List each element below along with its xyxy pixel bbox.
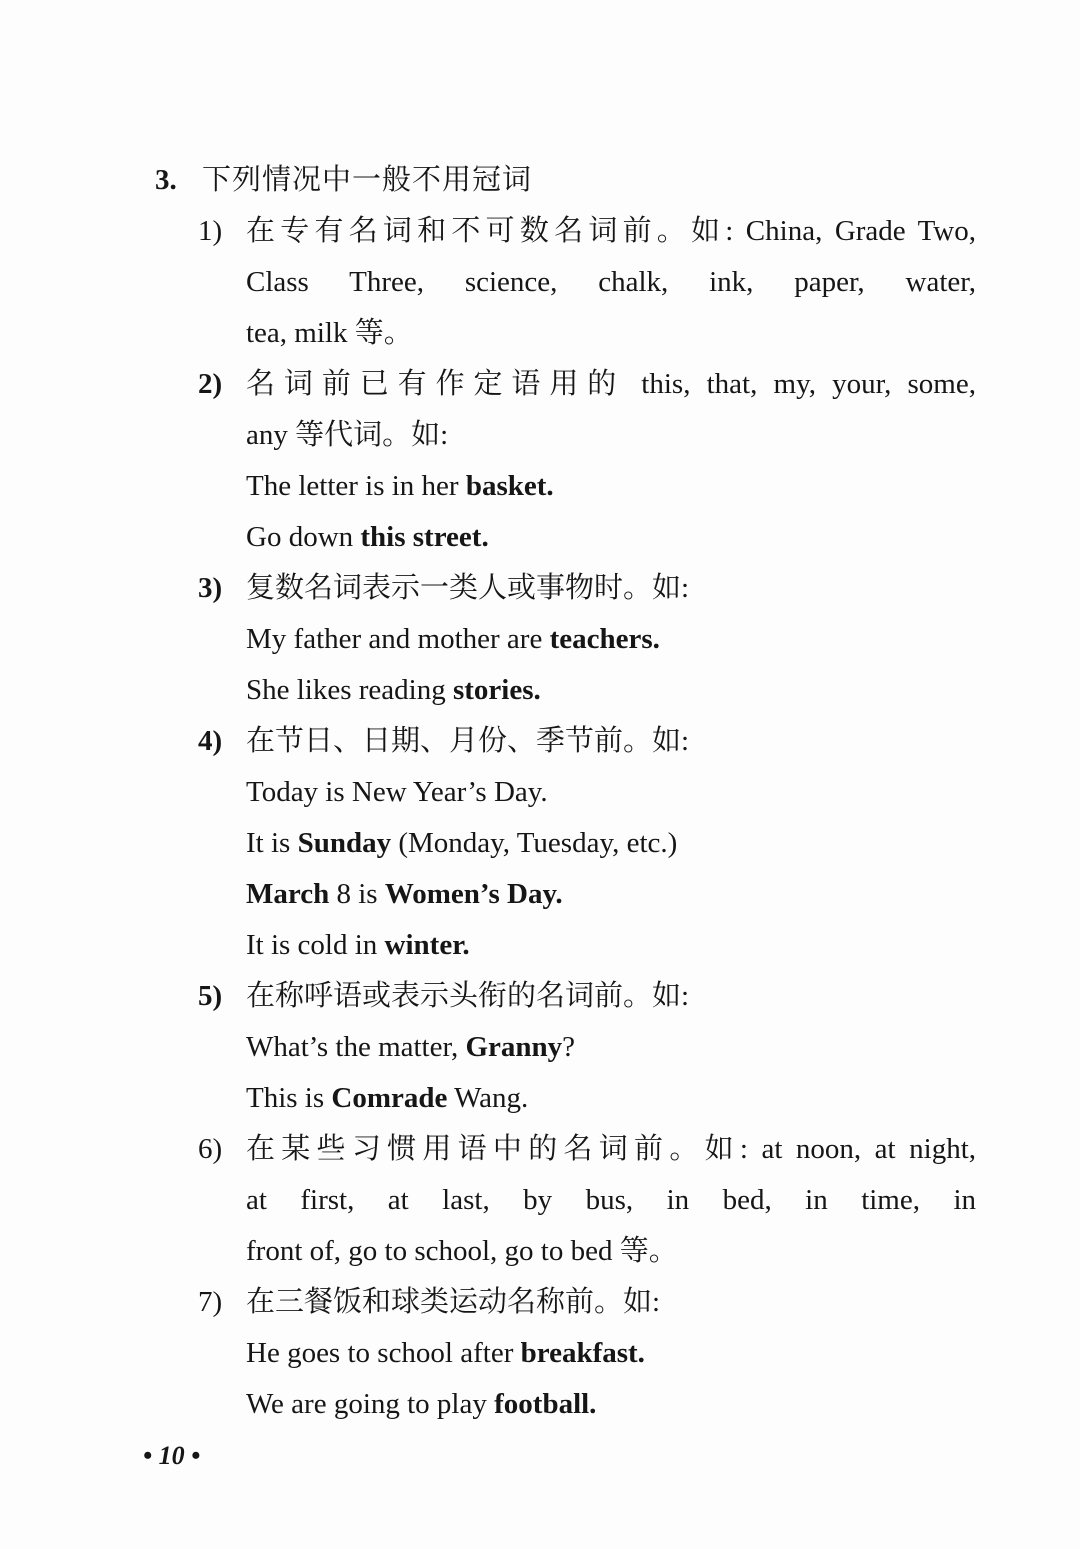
rule-text-line: any 等代词。如: [246,419,449,451]
example-text: This is [246,1082,332,1114]
example-text: What’s the matter, [246,1031,466,1063]
emphasized-word: Granny [465,1031,563,1063]
emphasized-word: teachers. [549,623,660,655]
item-number: 7) [198,1286,223,1318]
example-text: The letter is in her [246,470,466,502]
emphasized-word: Comrade [331,1082,448,1114]
rule-text-line: 名词前已有作定语用的 this, that, my, your, some, [246,368,976,400]
example-sentence [246,869,976,920]
example-text: We are going to play [246,1388,495,1420]
item-number: 3) [198,572,223,604]
rule-item-3 [155,563,985,716]
emphasized-word: stories. [452,674,541,706]
page-number: • 10 • [143,1441,201,1470]
example-text: My father and mother are [246,623,550,655]
rule-item-4 [155,716,985,971]
emphasized-word: breakfast. [520,1337,645,1369]
example-sentence [246,512,976,563]
emphasized-word: basket. [465,470,554,502]
item-number: 6) [198,1133,223,1165]
rule-item-2 [155,359,985,563]
example-text: Go down [246,521,361,553]
example-sentence [246,614,976,665]
rule-text-line: 在三餐饭和球类运动名称前。如: [246,1286,661,1318]
example-sentence [246,818,976,869]
emphasized-word: winter. [384,929,470,961]
rule-item-7 [155,1277,985,1430]
emphasized-word: football. [494,1388,597,1420]
rule-text-line: 复数名词表示一类人或事物时。如: [246,572,690,604]
emphasized-word: Sunday [297,827,392,859]
example-text: Today is New Year’s Day. [246,776,548,808]
example-sentence [246,1379,976,1430]
example-sentence [246,461,976,512]
example-text: She likes reading [246,674,453,706]
rule-text-line: 在节日、日期、月份、季节前。如: [246,725,690,757]
example-sentence [246,1328,976,1379]
example-text: ? [562,1031,576,1063]
example-text: 8 is [329,878,385,910]
emphasized-word: this street. [360,521,489,553]
section-number: 3. [155,164,177,196]
rule-text-line: 在某些习惯用语中的名词前。如: at noon, at night, [246,1133,976,1165]
rule-item-5 [155,971,985,1124]
rule-text-line: 在称呼语或表示头衔的名词前。如: [246,980,690,1012]
example-text: It is [246,827,298,859]
emphasized-word: March [246,878,330,910]
example-text: (Monday, Tuesday, etc.) [391,827,678,859]
section-heading [155,155,985,206]
item-number: 2) [198,368,223,400]
rule-text-line: front of, go to school, go to bed 等。 [246,1235,678,1267]
example-sentence [246,920,976,971]
example-sentence [246,1022,976,1073]
section-title: 下列情况中一般不用冠词 [202,164,533,196]
rule-item-1 [155,206,985,359]
item-number: 4) [198,725,223,757]
item-number: 1) [198,215,223,247]
example-sentence [246,1073,976,1124]
example-text: It is cold in [246,929,385,961]
page-content [155,155,985,1430]
rule-text-line: Class Three, science, chalk, ink, paper, water, [246,266,976,298]
example-sentence [246,665,976,716]
item-number: 5) [198,980,223,1012]
rule-item-6 [155,1124,985,1277]
rule-text-line: at first, at last, by bus, in bed, in time, in [246,1184,976,1216]
emphasized-word: Women’s Day. [384,878,563,910]
example-sentence [246,767,976,818]
example-text: Wang. [447,1082,529,1114]
example-text: He goes to school after [246,1337,521,1369]
rule-text-line: tea, milk 等。 [246,317,413,349]
rule-text-line: 在专有名词和不可数名词前。如: China, Grade Two, [246,215,976,247]
